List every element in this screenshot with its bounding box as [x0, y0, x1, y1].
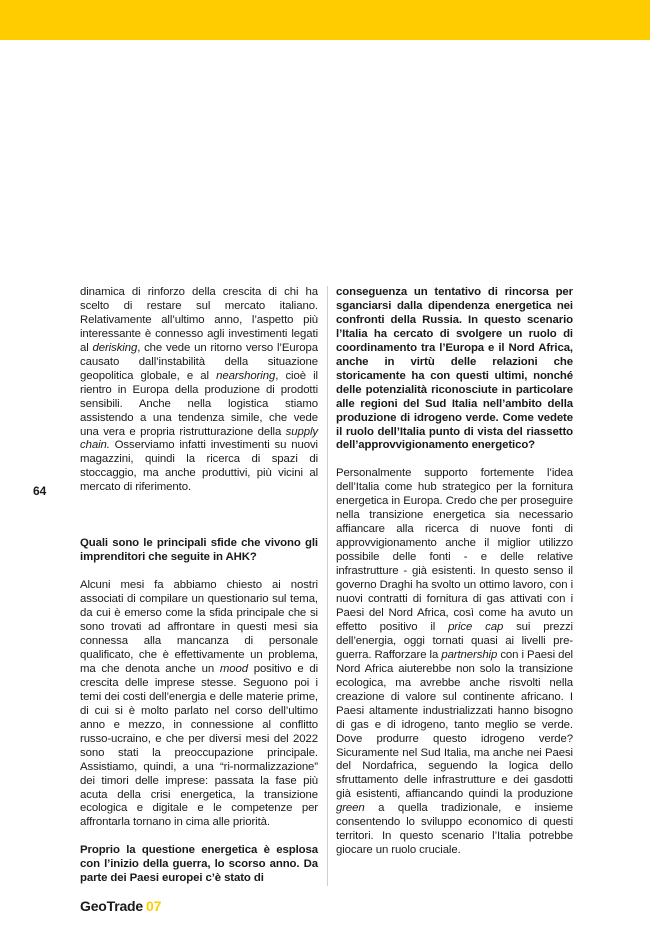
text-run: con i Paesi del Nord Africa aiuterebbe non solo la transizione ecologica, ma avrebbe anche risvolti nella creazione di valore sul continente africano. I Paesi altamente industrializzati hanno bisogno di gas e di idrogeno, tanto meglio se verde. Dove produrre questo idrogeno verde? Sicuramente nel Sud Italia, ma anche nei Paesi del Nordafrica, seguendo la logica dello sfruttamento delle infrastrutture e dei gasdotti già esistenti, affiancando quindi la produzione	[336, 648, 573, 801]
emphasis-term: mood	[219, 662, 248, 675]
top-color-band	[0, 0, 650, 40]
text-run: , cioè il rientro in Europa della produzione di prodotti sensibili. Anche nella logistica stiamo assistendo a una tendenza simile, che vede una vera e propria ristrutturazione della	[80, 369, 318, 438]
emphasis-term: green	[336, 802, 365, 815]
text-run: sui prezzi dell’energia, oggi tornati quasi ai livelli pre-guerra. Rafforzare la	[336, 620, 573, 661]
emphasis-term: partnership	[441, 648, 498, 661]
issue-number: 07	[145, 898, 162, 914]
left-column	[80, 286, 318, 886]
body-paragraph	[336, 467, 573, 858]
brand-name: GeoTrade	[80, 898, 143, 914]
interview-question: conseguenza un tentativo di rincorsa per sganciarsi dalla dipendenza energetica nei confronti della Russia. In questo scenario l’Italia ha cercato di svolgere un ruolo di coordinamento tra l’Europa e il Nord Africa, anche in virtù delle relazioni che storicamente ha con questi ultimi, nonché delle potenzialità riconosciute in particolare alle regioni del Sud Italia nell’ambito della produzione di idrogeno verde. Come vedete il ruolo dell’Italia punto di vista del riassetto dell’approvvigionamento energetico?	[336, 286, 573, 452]
body-paragraph	[80, 286, 318, 495]
body-paragraph	[80, 579, 318, 830]
interview-question: Proprio la questione energetica è esplosa con l’inizio della guerra, lo scorso anno. Da parte dei Paesi europei c’è stato di	[80, 844, 318, 885]
emphasis-term: price cap	[448, 620, 504, 633]
text-run: Osserviamo infatti investimenti su nuovi magazzini, quindi la ricerca di spazi di stoccaggio, ma anche produttivi, più vicini al mercato di riferimento.	[80, 439, 318, 494]
right-column	[336, 286, 573, 858]
page-number: 64	[33, 484, 47, 498]
text-run: a quella tradizionale, e insieme consentendo lo sviluppo economico di questi territori. In questo scenario l’Italia potrebbe giocare un ruolo cruciale.	[336, 802, 573, 857]
emphasis-term: supply chain.	[80, 425, 318, 452]
emphasis-term: derisking	[92, 341, 138, 354]
footer-brand	[80, 898, 161, 914]
text-run: dinamica di rinforzo della crescita di chi ha scelto di restare sul mercato italiano. Relativamente all’ultimo anno, l’aspetto più interessante è connesso agli investimenti legati al	[80, 286, 318, 354]
interview-question: Quali sono le principali sfide che vivono gli imprenditori che seguite in AHK?	[80, 537, 318, 564]
text-run: Personalmente supporto fortemente l’idea dell’Italia come hub strategico per la fornitura energetica in Europa. Credo che per proseguire nella transizione energetica sia necessario affiancare alla ricerca di nuove fonti di approvvigionamento anche il miglior utilizzo possibile delle fonti - e delle relative infrastrutture - già esistenti. In questo senso il governo Draghi ha svolto un ottimo lavoro, con i nuovi contratti di fornitura di gas attivati con i Paesi del Nord Africa, così come ha avuto un effetto positivo il	[336, 467, 573, 633]
column-divider	[327, 286, 328, 886]
text-run: positivo e di crescita delle imprese stesse. Seguono poi i temi dei costi dell’energia e delle materie prime, di cui si è molto parlato nel corso dell’ultimo anno e mezzo, in connessione al conflitto russo-ucraino, e che per diversi mesi del 2022 sono stati la preoccupazione principale. Assistiamo, quindi, a una “ri-normalizzazione” dei timori delle imprese: passata la fase più acuta della crisi energetica, la transizione ecologica e digitale e le competenze per affrontarla tornano in cima alle priorità.	[80, 662, 318, 829]
text-run: , che vede un ritorno verso l’Europa causato dall’instabilità della situazione geopolitica globale, e al	[80, 341, 318, 382]
text-run: Alcuni mesi fa abbiamo chiesto ai nostri associati di compilare un questionario sul tema, da cui è emerso come la sfida principale che si sono trovati ad affrontare in questi mesi sia connessa alla mancanza di personale qualificato, che è effettivamente un problema, ma che denota anche un	[80, 579, 318, 675]
emphasis-term: nearshoring	[216, 369, 276, 382]
